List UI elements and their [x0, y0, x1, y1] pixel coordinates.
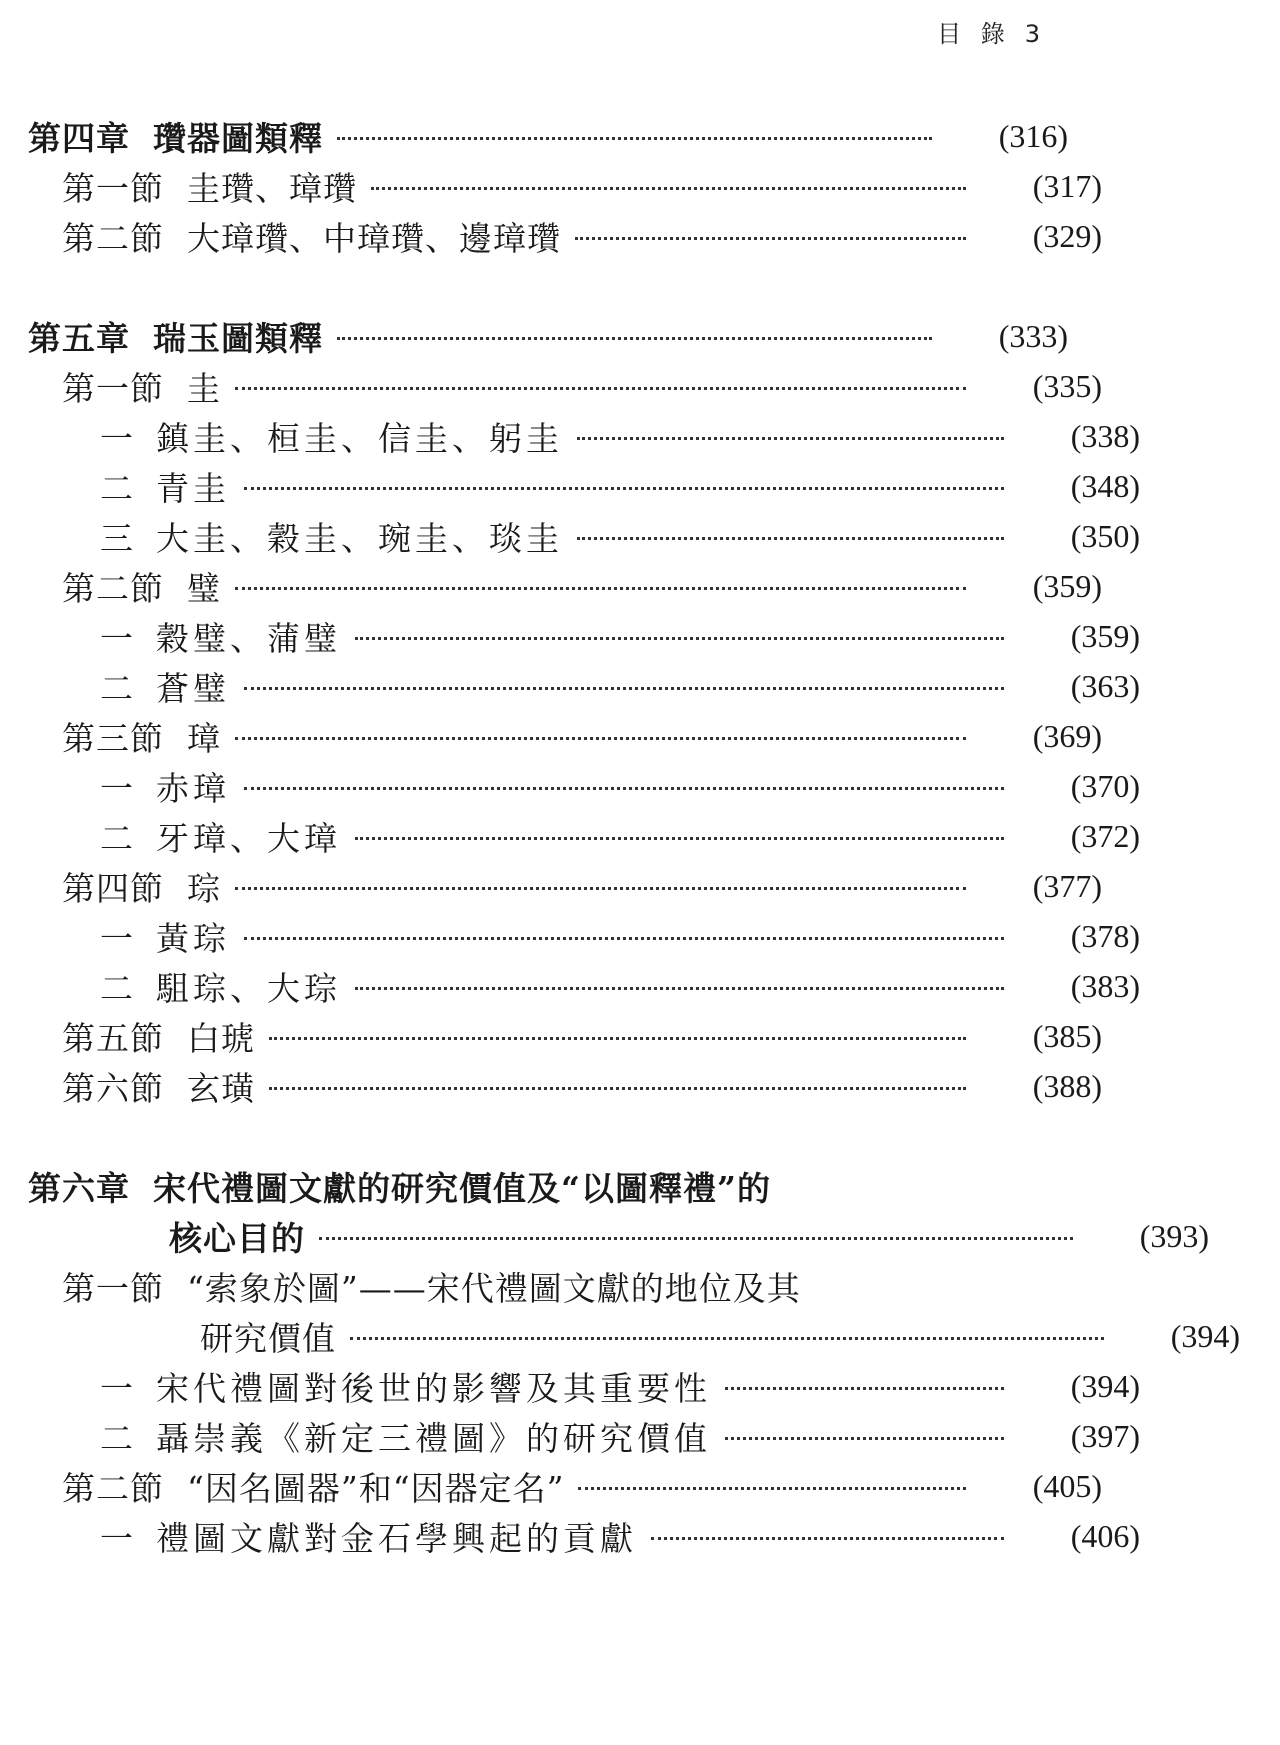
- header-page-number: 3: [1024, 20, 1040, 48]
- dot-leader: [371, 187, 966, 190]
- toc-entry-title: 青圭: [156, 468, 230, 508]
- toc-entry-prefix: 二: [100, 1418, 137, 1458]
- dot-leader: [355, 837, 1004, 840]
- toc-entry-title: 圭: [187, 368, 221, 408]
- toc-entry-chapter: [0, 110, 1108, 162]
- toc-entry-title: 研究價值: [200, 1318, 336, 1358]
- toc-entry-section: [0, 210, 1142, 262]
- toc-entry-label: [28, 1163, 771, 1210]
- toc-entry-page: (405): [1032, 1467, 1102, 1504]
- toc-entry-title: “索象於圖”——宋代禮圖文獻的地位及其: [187, 1268, 801, 1308]
- toc-entry-prefix: 一: [100, 918, 137, 958]
- dot-leader: [350, 1337, 1104, 1340]
- toc-entry-title: 宋代禮圖對後世的影響及其重要性: [156, 1368, 711, 1408]
- dot-leader: [578, 1487, 966, 1490]
- toc-entry-section-head: [0, 1260, 1142, 1312]
- toc-entry-prefix: 第三節: [62, 718, 164, 758]
- toc-entry-label: [100, 963, 341, 1010]
- toc-entry-title: 牙璋、大璋: [156, 818, 341, 858]
- dot-leader: [244, 787, 1004, 790]
- toc-entry-label: [100, 513, 563, 560]
- toc-entry-chapter-head: [0, 1160, 1108, 1212]
- dot-leader: [577, 537, 1004, 540]
- toc-entry-title: 鎮圭、桓圭、信圭、躬圭: [156, 418, 563, 458]
- dot-leader: [355, 637, 1004, 640]
- toc-entry-prefix: 第二節: [62, 1468, 164, 1508]
- toc-entry-prefix: 一: [100, 618, 137, 658]
- dot-leader: [269, 1087, 966, 1090]
- toc-entry-prefix: 第六章: [28, 1168, 130, 1208]
- toc-entry-prefix: 二: [100, 668, 137, 708]
- toc-entry-page: (394): [1170, 1317, 1240, 1354]
- toc-entry-title: “因名圖器”和“因器定名”: [187, 1468, 565, 1508]
- toc-entry-item: [0, 1510, 1180, 1562]
- toc-entry-title: 瑞玉圖類釋: [153, 318, 323, 358]
- toc-entry-section: [0, 1460, 1142, 1512]
- dot-leader: [269, 1037, 966, 1040]
- toc-entry-page: (333): [998, 317, 1068, 354]
- toc-entry-section: [0, 560, 1142, 612]
- toc-entry-page: (359): [1032, 567, 1102, 604]
- toc-entry-title: 瓚器圖類釋: [153, 118, 323, 158]
- toc-entry-title: 蒼璧: [156, 668, 230, 708]
- toc-entry-prefix: 一: [100, 1368, 137, 1408]
- toc-entry-label: [62, 863, 221, 910]
- toc-entry-page: (397): [1070, 1417, 1140, 1454]
- toc-entry-page: (317): [1032, 167, 1102, 204]
- toc-entry-page: (370): [1070, 767, 1140, 804]
- toc-entry-item: [0, 610, 1180, 662]
- toc-entry-chapter-cont: [0, 1210, 1249, 1262]
- toc-entry-page: (377): [1032, 867, 1102, 904]
- toc-entry-prefix: 第一節: [62, 1268, 164, 1308]
- dot-leader: [355, 987, 1004, 990]
- dot-leader: [235, 387, 966, 390]
- toc-entry-label: [200, 1313, 336, 1360]
- toc-entry-page: (369): [1032, 717, 1102, 754]
- toc-entry-item: [0, 760, 1180, 812]
- toc-entry-label: [62, 363, 221, 410]
- toc-entry-page: (348): [1070, 467, 1140, 504]
- toc-entry-item: [0, 810, 1180, 862]
- toc-entry-prefix: 二: [100, 968, 137, 1008]
- dot-leader: [575, 237, 966, 240]
- toc-entry-section: [0, 1010, 1142, 1062]
- dot-leader: [235, 887, 966, 890]
- toc-entry-prefix: 二: [100, 468, 137, 508]
- toc-entry-label: [100, 1413, 711, 1460]
- toc-entry-item: [0, 910, 1180, 962]
- toc-entry-title: 核心目的: [169, 1218, 305, 1258]
- toc-entry-prefix: 一: [100, 418, 137, 458]
- dot-leader: [319, 1237, 1073, 1240]
- toc-entry-page: (378): [1070, 917, 1140, 954]
- toc-entry-title: 大圭、穀圭、琬圭、琰圭: [156, 518, 563, 558]
- dot-leader: [235, 737, 966, 740]
- toc-entry-item: [0, 1410, 1180, 1462]
- toc-entry-prefix: 第六節: [62, 1068, 164, 1108]
- toc-entry-label: [62, 213, 561, 260]
- toc-entry-prefix: 第五章: [28, 318, 130, 358]
- dot-leader: [235, 587, 966, 590]
- toc-entry-prefix: 第五節: [62, 1018, 164, 1058]
- toc-entry-title: 宋代禮圖文獻的研究價值及“以圖釋禮”的: [153, 1168, 771, 1208]
- toc-entry-label: [100, 763, 230, 810]
- toc-entry-page: (383): [1070, 967, 1140, 1004]
- dot-leader: [337, 137, 932, 140]
- toc-entry-title: 聶崇義《新定三禮圖》的研究價值: [156, 1418, 711, 1458]
- toc-entry-item: [0, 960, 1180, 1012]
- toc-entry-prefix: 一: [100, 1518, 137, 1558]
- toc-entry-label: [169, 1213, 305, 1260]
- toc-entry-page: (372): [1070, 817, 1140, 854]
- dot-leader: [244, 487, 1004, 490]
- toc-entry-label: [62, 1263, 801, 1310]
- toc-entry-title: 穀璧、蒲璧: [156, 618, 341, 658]
- toc-entry-label: [62, 713, 221, 760]
- toc-entry-prefix: 第二節: [62, 218, 164, 258]
- dot-leader: [725, 1387, 1004, 1390]
- toc-entry-title: 駔琮、大琮: [156, 968, 341, 1008]
- toc-entry-title: 圭瓚、璋瓚: [187, 168, 357, 208]
- toc-entry-section-cont: [0, 1310, 1280, 1362]
- toc-entry-title: 黃琮: [156, 918, 230, 958]
- toc-entry-section: [0, 360, 1142, 412]
- toc-entry-page: (406): [1070, 1517, 1140, 1554]
- toc-entry-prefix: 第一節: [62, 368, 164, 408]
- toc-entry-label: [100, 1363, 711, 1410]
- toc-entry-chapter: [0, 310, 1108, 362]
- toc-entry-label: [100, 913, 230, 960]
- toc-entry-page: (329): [1032, 217, 1102, 254]
- toc-entry-label: [100, 1513, 637, 1560]
- toc-entry-label: [100, 463, 230, 510]
- toc-entry-page: (350): [1070, 517, 1140, 554]
- toc-entry-section: [0, 160, 1142, 212]
- toc-entry-item: [0, 510, 1180, 562]
- toc-entry-label: [62, 163, 357, 210]
- toc-entry-item: [0, 1360, 1180, 1412]
- toc-entry-title: 琮: [187, 868, 221, 908]
- dot-leader: [651, 1537, 1004, 1540]
- toc-entry-label: [62, 1063, 255, 1110]
- toc-entry-prefix: 一: [100, 768, 137, 808]
- toc-entry-prefix: 第二節: [62, 568, 164, 608]
- toc-entry-item: [0, 660, 1180, 712]
- toc-entry-page: (388): [1032, 1067, 1102, 1104]
- toc-entry-label: [100, 613, 341, 660]
- toc-entry-title: 璋: [187, 718, 221, 758]
- dot-leader: [337, 337, 932, 340]
- toc-entry-page: (385): [1032, 1017, 1102, 1054]
- toc-entry-label: [100, 813, 341, 860]
- dot-leader: [244, 687, 1004, 690]
- toc-entry-label: [100, 413, 563, 460]
- toc-entry-page: (394): [1070, 1367, 1140, 1404]
- toc-entry-label: [62, 1463, 564, 1510]
- toc-entry-section: [0, 1060, 1142, 1112]
- toc-entry-page: (363): [1070, 667, 1140, 704]
- toc-entry-prefix: 二: [100, 818, 137, 858]
- toc-entry-title: 赤璋: [156, 768, 230, 808]
- toc-entry-title: 白琥: [187, 1018, 255, 1058]
- toc-entry-prefix: 三: [100, 518, 137, 558]
- toc-entry-page: (316): [998, 117, 1068, 154]
- toc-entry-section: [0, 710, 1142, 762]
- dot-leader: [725, 1437, 1004, 1440]
- toc-entry-title: 璧: [187, 568, 221, 608]
- dot-leader: [577, 437, 1004, 440]
- toc-entry-prefix: 第一節: [62, 168, 164, 208]
- toc-entry-page: (393): [1139, 1217, 1209, 1254]
- toc-entry-page: (359): [1070, 617, 1140, 654]
- header-title: 目 錄: [937, 20, 1011, 48]
- toc-entry-title: 玄璜: [187, 1068, 255, 1108]
- toc-entry-label: [28, 313, 323, 360]
- toc-entry-section: [0, 860, 1142, 912]
- toc-entry-prefix: 第四章: [28, 118, 130, 158]
- toc-entry-label: [28, 113, 323, 160]
- toc-entry-prefix: 第四節: [62, 868, 164, 908]
- toc-entry-label: [100, 663, 230, 710]
- toc-entry-item: [0, 410, 1180, 462]
- toc-entry-label: [62, 1013, 255, 1060]
- toc-entry-label: [62, 563, 221, 610]
- toc-entry-page: (338): [1070, 417, 1140, 454]
- toc-entry-item: [0, 460, 1180, 512]
- toc-entry-title: 大璋瓚、中璋瓚、邊璋瓚: [187, 218, 561, 258]
- dot-leader: [244, 937, 1004, 940]
- toc-entry-page: (335): [1032, 367, 1102, 404]
- toc-entry-title: 禮圖文獻對金石學興起的貢獻: [156, 1518, 637, 1558]
